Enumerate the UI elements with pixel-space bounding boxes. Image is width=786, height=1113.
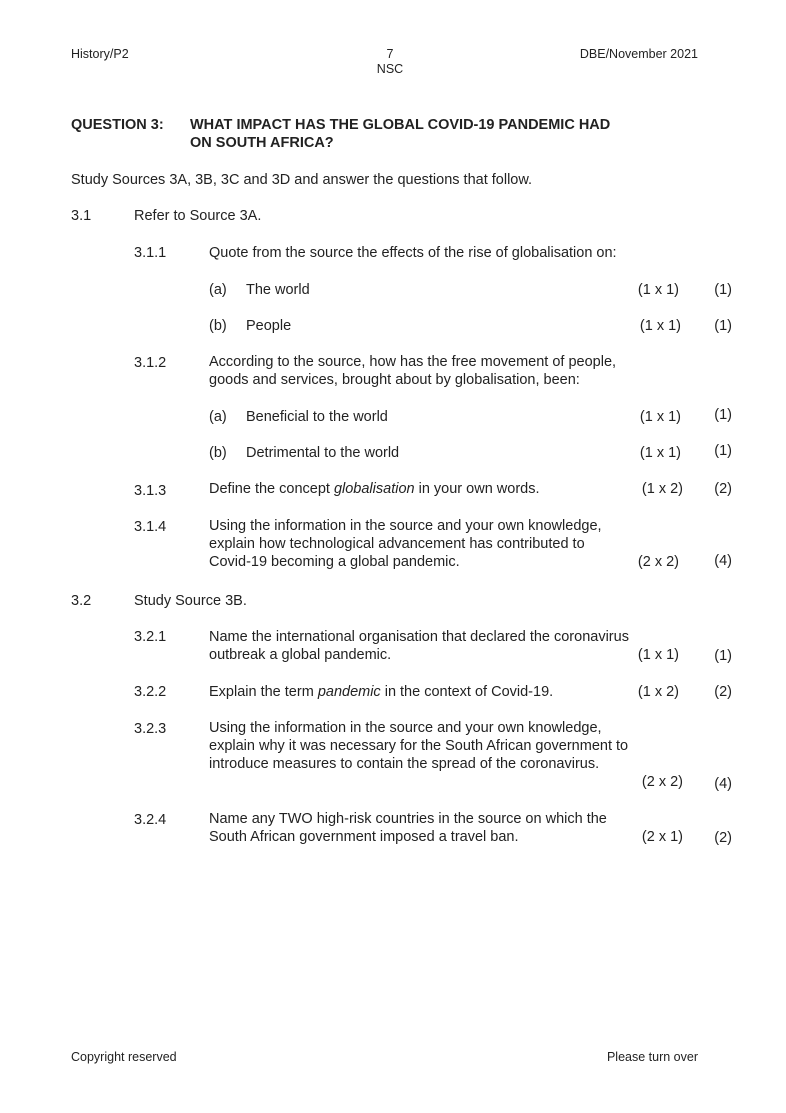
q312a-text: Beneficial to the world xyxy=(246,409,388,425)
q311b-allocation: (1 x 1) xyxy=(639,318,681,334)
q323-mark: (4) xyxy=(714,776,732,792)
q314-allocation: (2 x 2) xyxy=(637,554,679,570)
q311a-allocation: (1 x 1) xyxy=(637,282,679,298)
q313-term: globalisation xyxy=(333,481,415,497)
q314-mark: (4) xyxy=(714,553,732,569)
q312b-text: Detrimental to the world xyxy=(246,445,400,461)
q324-allocation: (2 x 1) xyxy=(641,829,683,845)
q322-text xyxy=(209,683,553,701)
q314-line3: Covid-19 becoming a global pandemic. xyxy=(209,554,460,570)
q313-number: 3.1.3 xyxy=(134,483,167,499)
q312-line2: goods and services, brought about by globalisation, been: xyxy=(209,372,580,388)
q313-text-post: in your own words. xyxy=(414,481,540,497)
q314-line2: explain how technological advancement has contributed to xyxy=(209,536,585,552)
q314-number: 3.1.4 xyxy=(134,519,167,535)
q321-mark: (1) xyxy=(714,648,732,664)
q312a-mark: (1) xyxy=(714,407,732,423)
header-nsc: NSC xyxy=(376,62,404,76)
q312a-allocation: (1 x 1) xyxy=(639,409,681,425)
q314-line1: Using the information in the source and your own knowledge, xyxy=(209,518,602,534)
q322-number: 3.2.2 xyxy=(134,684,167,700)
q324-line1: Name any TWO high-risk countries in the source on which the xyxy=(209,811,607,827)
q311a-label: (a) xyxy=(209,282,227,298)
section-3-2-text: Study Source 3B. xyxy=(134,593,247,609)
q323-allocation: (2 x 2) xyxy=(641,774,683,790)
q321-allocation: (1 x 1) xyxy=(637,647,679,663)
header-page-number xyxy=(360,47,420,77)
instruction: Study Sources 3A, 3B, 3C and 3D and answer the questions that follow. xyxy=(71,172,533,188)
q321-line1: Name the international organisation that declared the coronavirus xyxy=(209,629,629,645)
footer-turn-over: Please turn over xyxy=(606,1050,698,1064)
q312-line1: According to the source, how has the free movement of people, xyxy=(209,354,617,370)
q312-number: 3.1.2 xyxy=(134,355,167,371)
q322-allocation: (1 x 2) xyxy=(637,684,679,700)
q322-term: pandemic xyxy=(317,684,381,700)
q322-text-post: in the context of Covid-19. xyxy=(380,684,554,700)
page-number: 7 xyxy=(386,47,394,61)
section-3-1-number: 3.1 xyxy=(71,208,92,224)
section-3-1-text: Refer to Source 3A. xyxy=(134,208,262,224)
q323-line1: Using the information in the source and your own knowledge, xyxy=(209,720,602,736)
q312b-allocation: (1 x 1) xyxy=(639,445,681,461)
q324-line2: South African government imposed a travel ban. xyxy=(209,829,519,845)
question-label: QUESTION 3: xyxy=(71,117,164,133)
q312b-label: (b) xyxy=(209,445,227,461)
q311-number: 3.1.1 xyxy=(134,245,167,261)
q313-allocation: (1 x 2) xyxy=(641,481,683,497)
footer-copyright: Copyright reserved xyxy=(71,1050,177,1064)
question-title-line1: WHAT IMPACT HAS THE GLOBAL COVID-19 PANDEMIC HAD xyxy=(190,117,611,133)
q323-line2: explain why it was necessary for the South African government to xyxy=(209,738,629,754)
header-exam-date: DBE/November 2021 xyxy=(579,47,698,61)
q323-line3: introduce measures to contain the spread of the coronavirus. xyxy=(209,756,600,772)
q313-text xyxy=(209,480,540,498)
q311b-label: (b) xyxy=(209,318,227,334)
question-title-line2: ON SOUTH AFRICA? xyxy=(190,135,334,151)
q311b-text: People xyxy=(246,318,292,334)
q311a-text: The world xyxy=(246,282,310,298)
q312a-label: (a) xyxy=(209,409,227,425)
header-subject: History/P2 xyxy=(71,47,129,61)
q311a-mark: (1) xyxy=(714,282,732,298)
q324-number: 3.2.4 xyxy=(134,812,167,828)
q311-text: Quote from the source the effects of the rise of globalisation on: xyxy=(209,245,617,261)
q321-line2: outbreak a global pandemic. xyxy=(209,647,392,663)
q323-number: 3.2.3 xyxy=(134,721,167,737)
q324-mark: (2) xyxy=(714,830,732,846)
section-3-2-number: 3.2 xyxy=(71,593,92,609)
q313-mark: (2) xyxy=(714,481,732,497)
q321-number: 3.2.1 xyxy=(134,629,167,645)
q312b-mark: (1) xyxy=(714,443,732,459)
q313-text-pre: Define the concept xyxy=(209,481,334,497)
q322-text-pre: Explain the term xyxy=(209,684,318,700)
q322-mark: (2) xyxy=(714,684,732,700)
q311b-mark: (1) xyxy=(714,318,732,334)
